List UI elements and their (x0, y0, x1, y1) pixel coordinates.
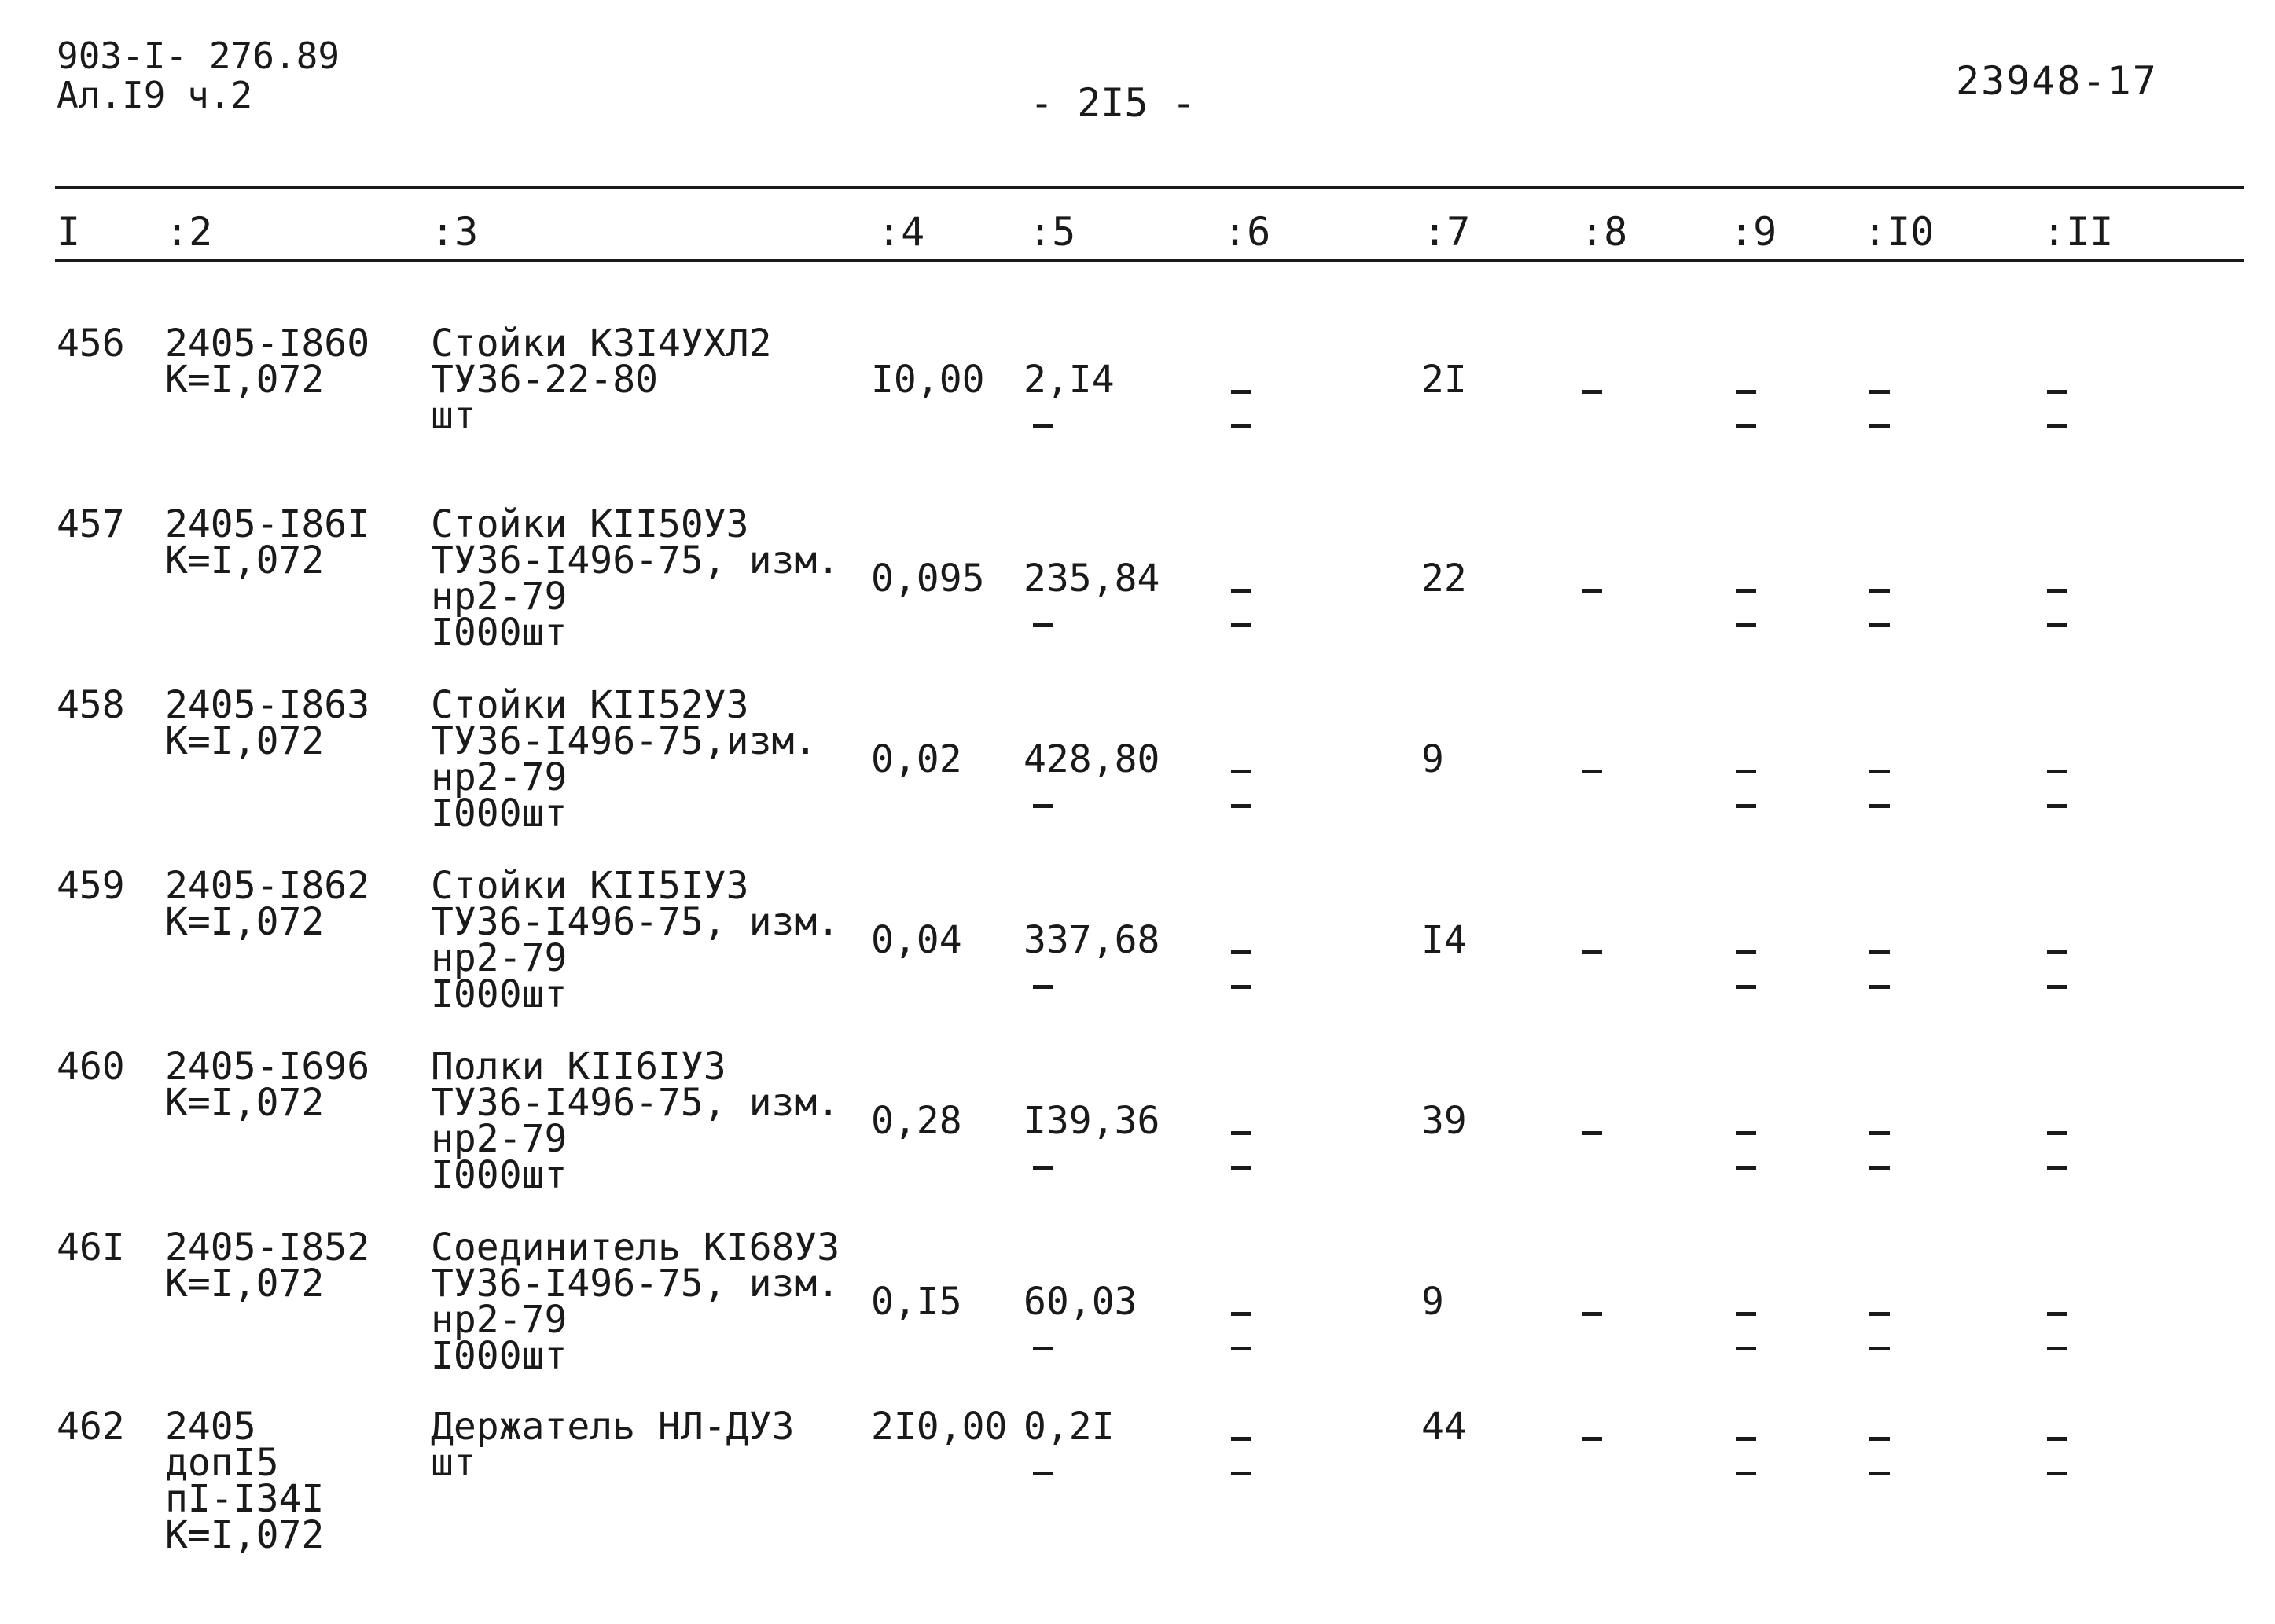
dash-mark (2047, 1312, 2067, 1316)
doc-number: 23948-17 (1956, 58, 2158, 104)
dash-mark (1231, 1131, 1251, 1135)
column-header-4: :4 (877, 209, 925, 255)
dash-mark (1736, 1472, 1756, 1475)
column-header-3: :3 (431, 209, 479, 255)
dash-mark (1231, 985, 1251, 989)
dash-mark (1231, 950, 1251, 954)
row-col7: I4 (1421, 918, 1467, 962)
row-name: Держатель НЛ-ДУ3 шт (431, 1405, 795, 1485)
row-number: 458 (57, 683, 125, 727)
column-header-8: :8 (1580, 209, 1628, 255)
dash-mark (2047, 424, 2067, 428)
dash-mark (1869, 770, 1890, 773)
dash-mark (1736, 424, 1756, 428)
dash-mark (2047, 770, 2067, 773)
dash-mark (1736, 1347, 1756, 1350)
dash-mark (2047, 1437, 2067, 1441)
row-quantity: I0,00 (871, 358, 985, 402)
column-header-5: :5 (1028, 209, 1076, 255)
dash-mark (1869, 390, 1890, 394)
row-col7: 9 (1421, 737, 1444, 781)
dash-mark (1869, 1166, 1890, 1170)
dash-mark (1736, 950, 1756, 954)
table-header-rule (55, 259, 2244, 262)
dash-mark (1869, 1312, 1890, 1316)
dash-mark (1231, 770, 1251, 773)
dash-mark (1869, 1472, 1890, 1475)
dash-mark (1033, 985, 1053, 989)
dash-mark (1582, 1437, 1602, 1441)
row-code: 2405-I860 К=I,072 (165, 321, 370, 402)
row-name: Стойки К3I4УХЛ2 ТУ36-22-80 шт (431, 321, 772, 438)
row-price: 337,68 (1024, 918, 1160, 962)
dash-mark (1231, 1166, 1251, 1170)
row-col7: 22 (1421, 557, 1467, 601)
dash-mark (1231, 623, 1251, 627)
dash-mark (1582, 390, 1602, 394)
dash-mark (2047, 589, 2067, 593)
row-code: 2405-I852 К=I,072 (165, 1225, 370, 1306)
dash-mark (1736, 1131, 1756, 1135)
column-header-9: :9 (1729, 209, 1777, 255)
dash-mark (1869, 623, 1890, 627)
dash-mark (1736, 770, 1756, 773)
dash-mark (1869, 1437, 1890, 1441)
row-number: 462 (57, 1405, 125, 1449)
row-price: 60,03 (1024, 1280, 1138, 1324)
row-code: 2405-I863 К=I,072 (165, 683, 370, 763)
row-code: 2405-I86I К=I,072 (165, 502, 370, 582)
dash-mark (1869, 985, 1890, 989)
row-quantity: 0,I5 (871, 1280, 962, 1324)
dash-mark (1869, 589, 1890, 593)
doc-code: 903-I- 276.89 (57, 35, 340, 77)
row-name: Полки КII6IУ3 ТУ36-I496-75, изм. нр2-79 I000шт (431, 1045, 840, 1197)
dash-mark (2047, 1472, 2067, 1475)
row-quantity: 0,02 (871, 737, 962, 781)
dash-mark (1033, 1166, 1053, 1170)
table-top-rule (55, 186, 2244, 189)
dash-mark (1033, 424, 1053, 428)
dash-mark (1231, 424, 1251, 428)
dash-mark (1736, 623, 1756, 627)
row-quantity: 0,04 (871, 918, 962, 962)
dash-mark (1033, 804, 1053, 808)
dash-mark (2047, 623, 2067, 627)
row-col7: 44 (1421, 1405, 1467, 1449)
dash-mark (1231, 804, 1251, 808)
row-price: 0,2I (1024, 1405, 1115, 1449)
row-code: 2405-I696 К=I,072 (165, 1045, 370, 1125)
dash-mark (1869, 1131, 1890, 1135)
row-name: Стойки КII5IУ3 ТУ36-I496-75, изм. нр2-79 I000шт (431, 864, 840, 1016)
dash-mark (1736, 390, 1756, 394)
dash-mark (1736, 1437, 1756, 1441)
column-header-11: :II (2042, 209, 2114, 255)
dash-mark (1582, 1312, 1602, 1316)
dash-mark (2047, 1131, 2067, 1135)
row-price: 2,I4 (1024, 358, 1115, 402)
row-number: 460 (57, 1045, 125, 1089)
row-price: 235,84 (1024, 557, 1160, 601)
row-quantity: 0,095 (871, 557, 985, 601)
row-col7: 39 (1421, 1099, 1467, 1143)
row-code: 2405-I862 К=I,072 (165, 864, 370, 944)
dash-mark (1869, 804, 1890, 808)
row-name: Стойки КII50У3 ТУ36-I496-75, изм. нр2-79 I000шт (431, 502, 840, 655)
dash-mark (1231, 390, 1251, 394)
row-name: Соединитель КI68У3 ТУ36-I496-75, изм. нр2-79 I000шт (431, 1225, 840, 1378)
dash-mark (2047, 1347, 2067, 1350)
dash-mark (1231, 1312, 1251, 1316)
row-number: 456 (57, 321, 125, 366)
dash-mark (1736, 1166, 1756, 1170)
dash-mark (2047, 390, 2067, 394)
row-number: 457 (57, 502, 125, 546)
row-code: 2405 допI5 пI-I34I К=I,072 (165, 1405, 325, 1557)
row-number: 46I (57, 1225, 125, 1269)
dash-mark (2047, 1166, 2067, 1170)
column-header-6: :6 (1223, 209, 1271, 255)
dash-mark (1582, 950, 1602, 954)
dash-mark (1231, 1347, 1251, 1350)
dash-mark (1869, 1347, 1890, 1350)
dash-mark (1736, 1312, 1756, 1316)
dash-mark (1231, 1437, 1251, 1441)
row-quantity: 0,28 (871, 1099, 962, 1143)
row-price: 428,80 (1024, 737, 1160, 781)
row-name: Стойки КII52У3 ТУ36-I496-75,изм. нр2-79 I000шт (431, 683, 818, 836)
dash-mark (1033, 1347, 1053, 1350)
dash-mark (2047, 950, 2067, 954)
dash-mark (1736, 804, 1756, 808)
row-price: I39,36 (1024, 1099, 1160, 1143)
dash-mark (1582, 1131, 1602, 1135)
row-col7: 2I (1421, 358, 1467, 402)
dash-mark (1736, 589, 1756, 593)
column-header-7: :7 (1423, 209, 1471, 255)
dash-mark (1869, 424, 1890, 428)
dash-mark (1736, 985, 1756, 989)
dash-mark (1869, 950, 1890, 954)
dash-mark (2047, 804, 2067, 808)
dash-mark (1231, 1472, 1251, 1475)
row-quantity: 2I0,00 (871, 1405, 1008, 1449)
dash-mark (1582, 589, 1602, 593)
column-header-2: :2 (165, 209, 213, 255)
dash-mark (2047, 985, 2067, 989)
column-header-1: I (57, 209, 81, 255)
dash-mark (1033, 1472, 1053, 1475)
album-label: Ал.I9 ч.2 (57, 74, 253, 116)
row-number: 459 (57, 864, 125, 908)
page-number: - 2I5 - (1030, 80, 1196, 126)
row-col7: 9 (1421, 1280, 1444, 1324)
dash-mark (1582, 770, 1602, 773)
column-header-10: :I0 (1863, 209, 1935, 255)
dash-mark (1033, 623, 1053, 627)
dash-mark (1231, 589, 1251, 593)
